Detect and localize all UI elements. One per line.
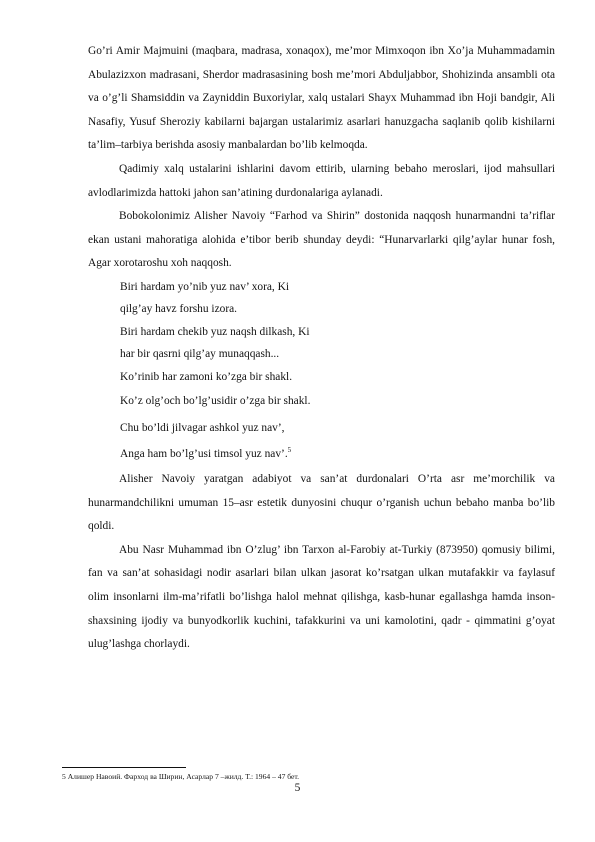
poem-line-text: Anga ham bo’lg’usi timsol yuz nav’. <box>120 448 288 461</box>
poem-excerpt-continued <box>88 388 555 468</box>
poem-line: har bir qasrni qilg’ay munaqqash... <box>120 348 280 361</box>
paragraph: Bobokolonimiz Alisher Navoiy “Farhod va Shirin” dostonida naqqosh hunarmandni ta’riflar ekan ustani mahoratiga alohida e’tibor berib shunday deydi: “Hunarvarlarki qilg’aylar hunar fosh, Agar xorotaroshu xoh naqqosh. <box>88 210 555 270</box>
poem-line: qilg’ay havz forshu izora. <box>120 303 238 316</box>
body-text <box>88 40 555 657</box>
footnote-separator <box>62 767 186 768</box>
poem-line: Biri hardam yo’nib yuz nav’ xora, Ki <box>120 280 290 293</box>
poem-line: Ko’z olg’och bo’lg’usidir o’zga bir shakl. <box>120 395 311 408</box>
paragraph: Abu Nasr Muhammad ibn O’zlug’ ibn Tarxon al-Farobiy at-Turkiy (873950) qomusiy bilimi, fan va san’at sohasidagi nodir asarlari bilan ulkan jasorat ko’rsatgan ulkan mutafakkir va faylasuf olim insonlarni ilm-ma’rifatli bo’lishga halol mehnat qilishga, kasb-hunar egallashga hamda inson-shaxsining ijodiy va bunyodkorlik kuchini, tafakkurini va uni kamolotini, qadr - qimmatini g’oyat ulug’lashga chorlaydi. <box>88 543 555 651</box>
footnote-reference[interactable]: 5 <box>287 446 292 455</box>
footnote-text: 5 Алишер Навоий. Фарход ва Ширин, Асарлар 7 –жилд. Т.: 1964 – 47 бет. <box>62 772 300 781</box>
poem-excerpt <box>88 276 555 389</box>
paragraph: Alisher Navoiy yaratgan adabiyot va san’at durdonalari O’rta asr me’morchilik va hunarmandchilikni umuman 15–asr estetik dunyosini chuqur o’rganish uchun bebaho manba bo’lib qoldi. <box>88 472 555 533</box>
paragraph: Qadimiy xalq ustalarini ishlarini davom ettirib, ularning bebaho meroslari, ijod mahsullari avlodlarimizda hattoki jahon san’atining durdonalariga aylanadi. <box>88 162 555 199</box>
paragraph: Go’ri Amir Majmuini (maqbara, madrasa, xonaqox), me’mor Mimxoqon ibn Xo’ja Muhammadamin Abulazizxon madrasani, Sherdor madrasasining bosh me’mori Abduljabbor, Shohizinda ansambli ota va o’g’li Shamsiddin va Zayniddin Buxoriylar, xalq ustalari Shayx Muhammad ibn Hoji bandgir, Ali Nasafiy, Yusuf Sheroziy kabilarni bajargan ustalarimiz asarlari hanuzgacha saqlanib qolib kishilarni ta’lim–tarbiya berishda asosiy manbalardan bo’lib kelmoqda. <box>88 45 555 152</box>
poem-line: Biri hardam chekib yuz naqsh dilkash, Ki <box>120 325 310 338</box>
poem-line-last <box>120 441 555 468</box>
poem-line: Ko’rinib har zamoni ko’zga bir shakl. <box>120 370 293 383</box>
page-number: 5 <box>294 782 301 794</box>
poem-line: Chu bo’ldi jilvagar ashkol yuz nav’, <box>120 421 285 434</box>
